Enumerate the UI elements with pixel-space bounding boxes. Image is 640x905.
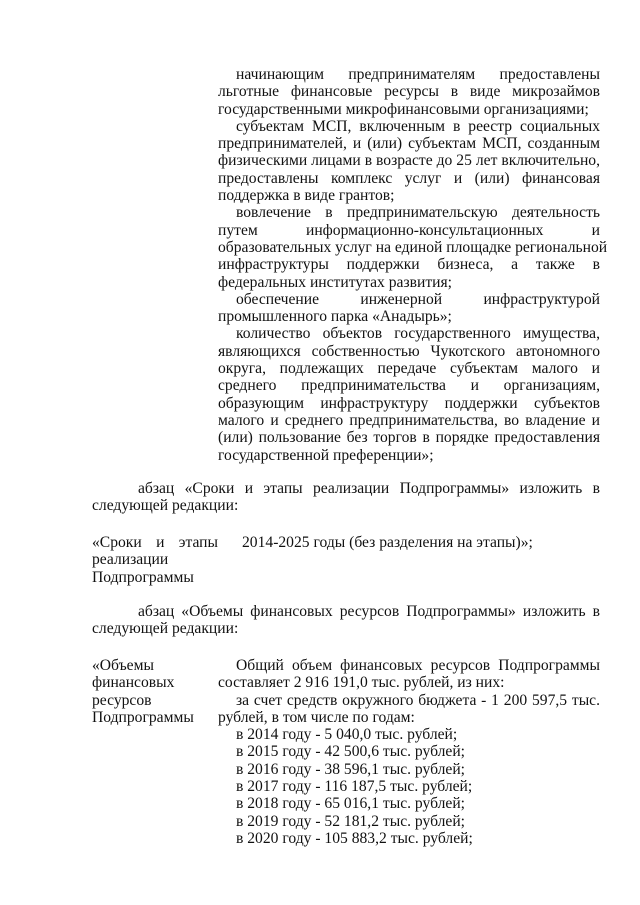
text-line: промышленного парка «Анадырь»;	[218, 308, 452, 326]
text-line: малого и среднего предпринимательства, во владение и	[218, 411, 600, 429]
year-line: в 2015 году - 42 500,6 тыс. рублей;	[236, 743, 466, 761]
text-line: путем информационно-консультационных и	[218, 221, 600, 239]
label-line: Подпрограммы	[92, 708, 194, 726]
text-line: поддержка в виде грантов;	[218, 187, 395, 205]
label-line: ресурсов	[92, 691, 152, 709]
text-line: инфраструктуры поддержки бизнеса, а также в	[218, 256, 600, 274]
label-line: «Объемы	[92, 657, 154, 674]
finance-label	[92, 657, 218, 726]
label-line: Подпрограммы	[92, 568, 194, 586]
label-line: финансовых	[92, 674, 175, 692]
text-line: следующей редакции:	[92, 620, 239, 638]
text-line: округа, подлежащих передаче субъектам малого и	[218, 360, 600, 378]
text-line: льготные финансовые ресурсы в виде микрозаймов	[218, 83, 600, 101]
text-line: государственными микрофинансовыми организациями;	[218, 100, 589, 118]
paragraph-finance	[92, 603, 600, 638]
label-line: «Сроки и этапы	[92, 534, 218, 551]
text-line: количество объектов государственного имущества,	[236, 325, 600, 343]
text-line: предоставлены комплекс услуг и (или) финансовая	[218, 169, 600, 187]
finance-value	[218, 657, 600, 847]
year-line: в 2020 году - 105 883,2 тыс. рублей;	[236, 829, 473, 847]
text-line: государственной преференции»;	[218, 446, 434, 464]
text-line: являющихся собственностью Чукотского автономного	[218, 342, 600, 360]
terms-value	[242, 534, 624, 551]
label-line: реализации	[92, 551, 169, 569]
text-line: абзац «Объемы финансовых ресурсов Подпрограммы» изложить в	[138, 603, 600, 620]
text-line: субъектам МСП, включенным в реестр социальных	[236, 117, 600, 135]
year-line: в 2017 году - 116 187,5 тыс. рублей;	[236, 778, 473, 796]
text-line: вовлечение в предпринимательскую деятельность	[236, 204, 600, 222]
text-line: физическими лицами в возрасте до 25 лет включительно,	[218, 152, 600, 170]
text-line: начинающим предпринимателям предоставлены	[236, 66, 600, 83]
year-line: в 2018 году - 65 016,1 тыс. рублей;	[236, 795, 466, 813]
terms-label	[92, 534, 218, 586]
text-line: федеральных институтах развития;	[218, 273, 452, 291]
year-line: в 2019 году - 52 181,2 тыс. рублей;	[236, 812, 466, 830]
text-line: следующей редакции:	[92, 497, 239, 515]
text-line: предпринимателей, и (или) субъектам МСП, созданным	[218, 135, 600, 153]
text-line: (или) пользование без торгов в порядке предоставления	[218, 429, 600, 447]
text-line: обеспечение инженерной инфраструктурой	[236, 290, 600, 308]
text-line: Общий объем финансовых ресурсов Подпрограммы	[236, 657, 600, 674]
text-line: 2014-2025 годы (без разделения на этапы)»;	[242, 534, 533, 551]
year-line: в 2014 году - 5 040,0 тыс. рублей;	[236, 726, 458, 744]
text-line: за счет средств окружного бюджета - 1 200 597,5 тыс.	[236, 691, 600, 709]
paragraph-terms	[92, 480, 600, 515]
text-line: абзац «Сроки и этапы реализации Подпрограммы» изложить в	[138, 480, 600, 497]
text-line: составляет 2 916 191,0 тыс. рублей, из них:	[218, 674, 505, 692]
text-line: среднего предпринимательства и организациям,	[218, 377, 600, 395]
year-line: в 2016 году - 38 596,1 тыс. рублей;	[236, 760, 466, 778]
text-line: образующим инфраструктуру поддержки субъектов	[218, 394, 600, 412]
text-line: рублей, в том числе по годам:	[218, 708, 415, 726]
tasks-block	[218, 66, 608, 464]
text-line: образовательных услуг на единой площадке региональной	[218, 238, 608, 256]
